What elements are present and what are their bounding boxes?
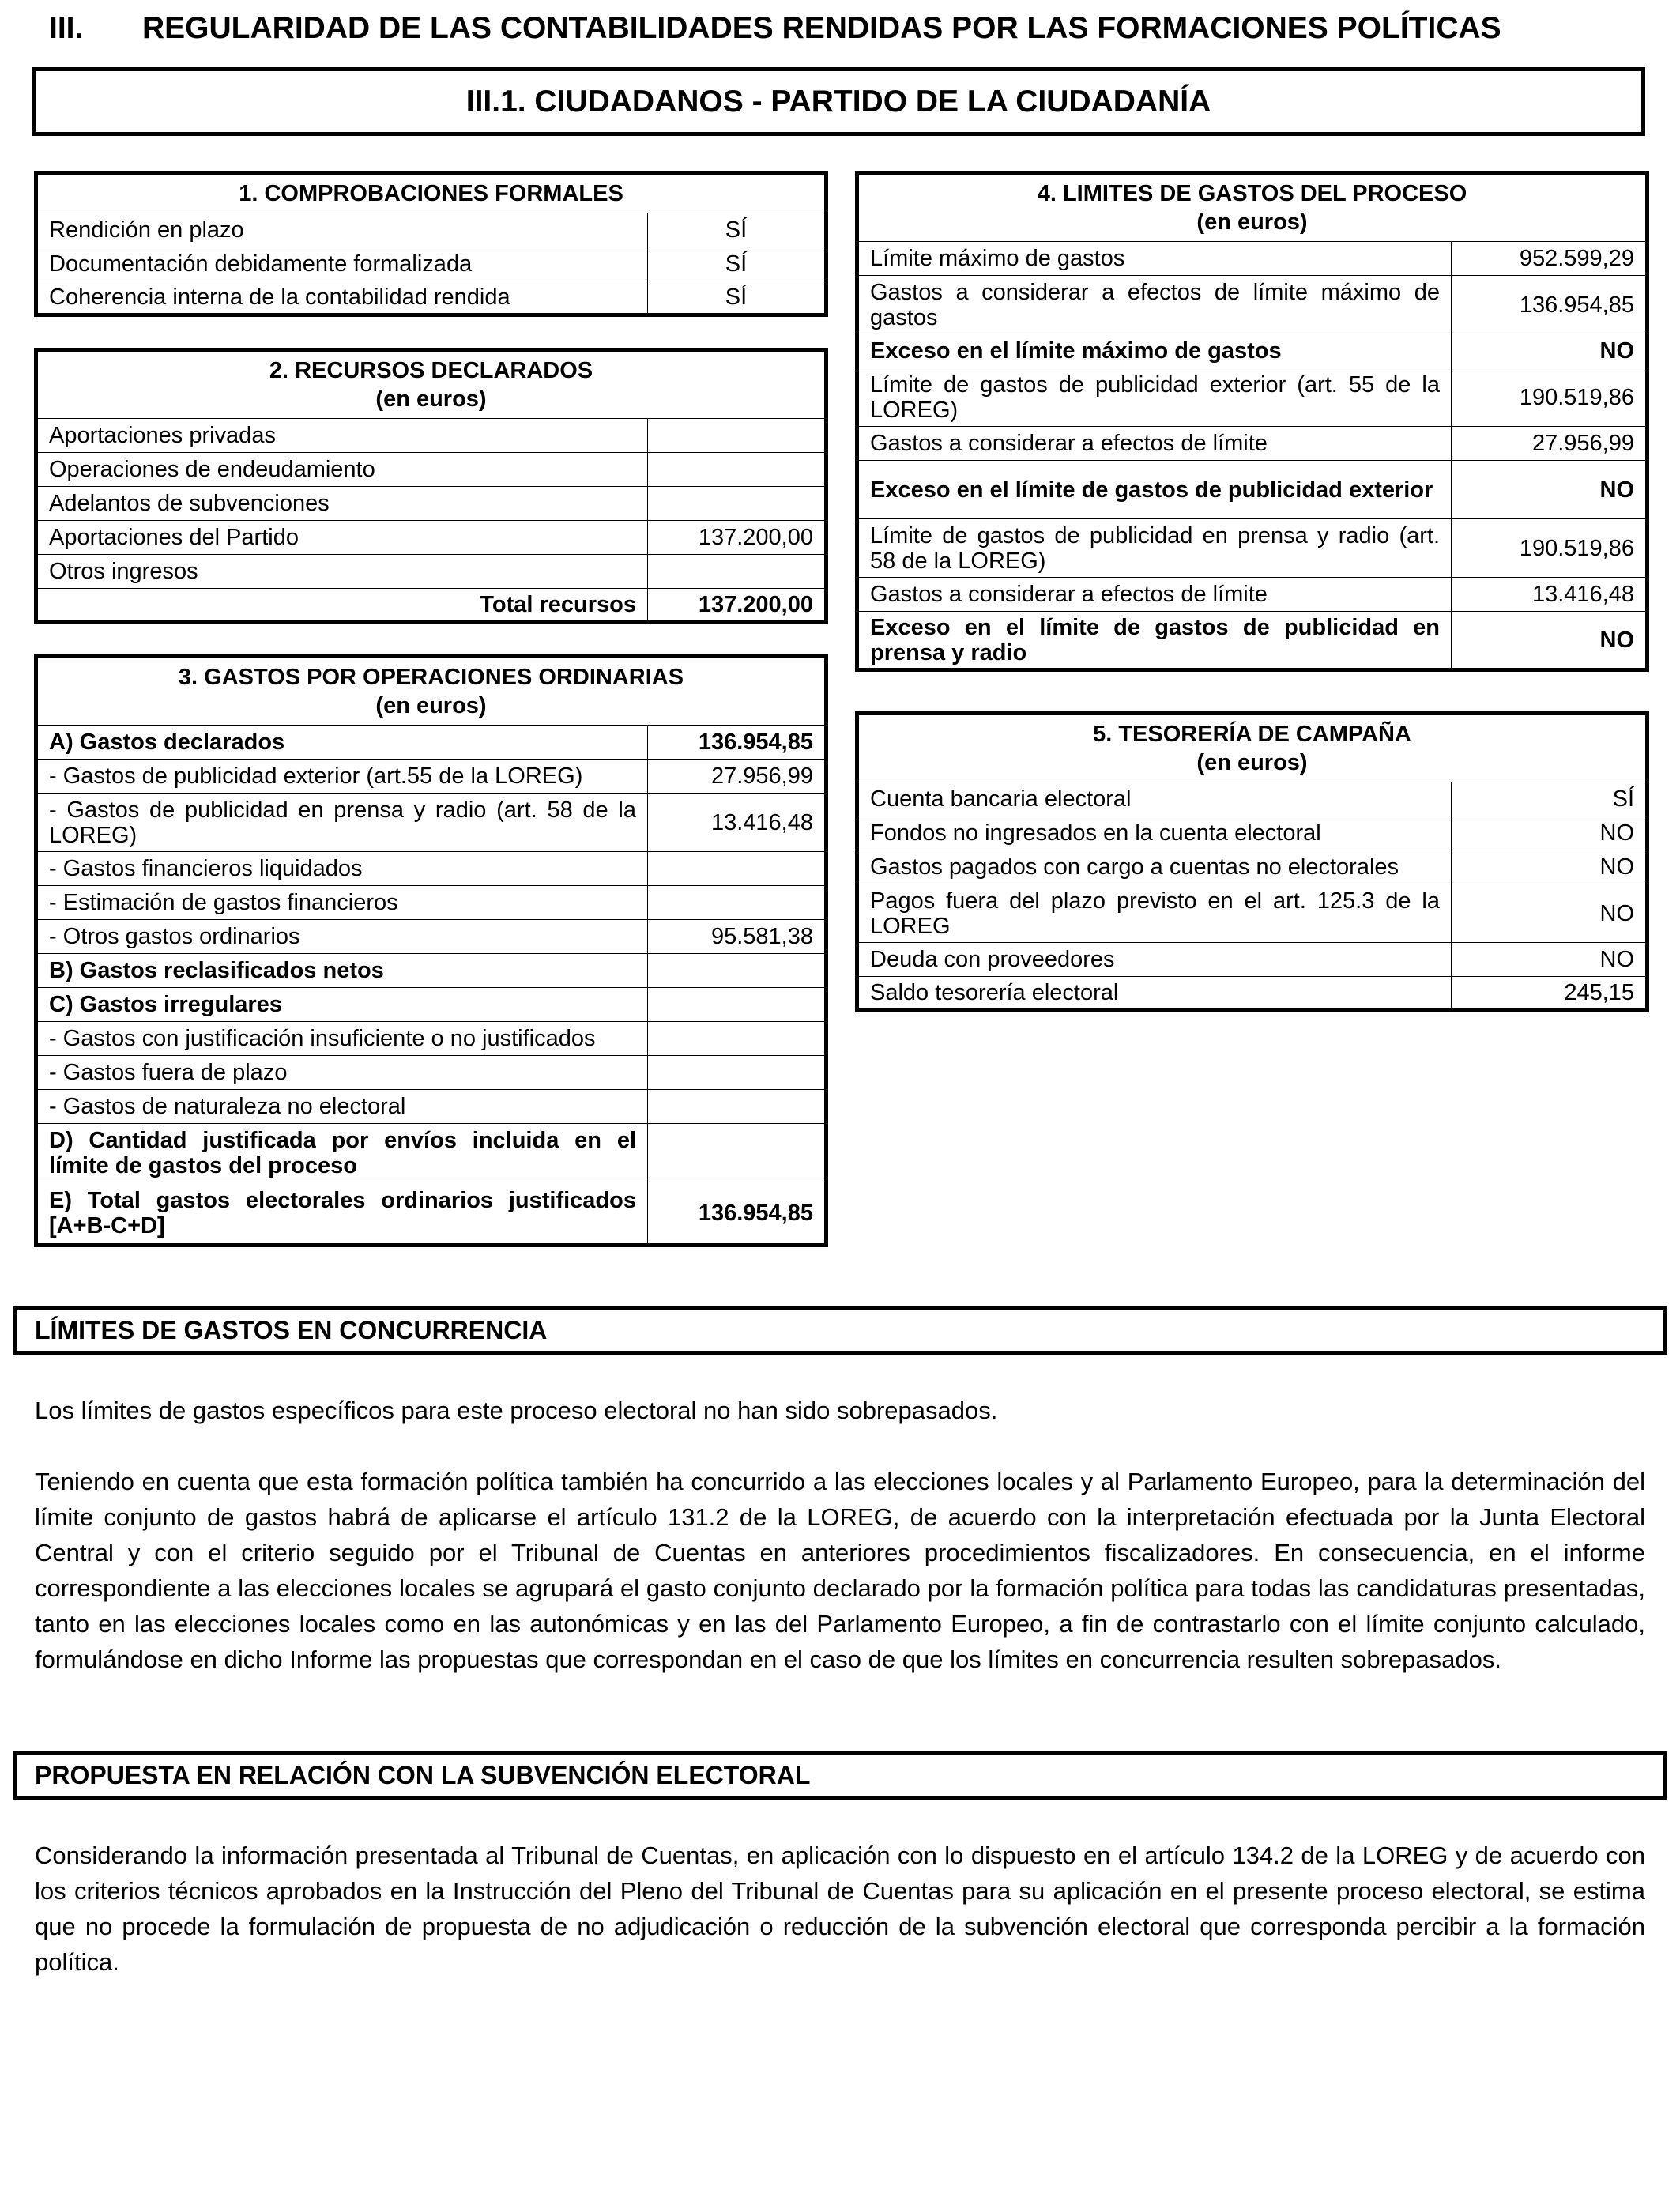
header-number: III.: [49, 11, 84, 45]
table-row: - Gastos de publicidad exterior (art.55 de la LOREG) 27.956,99: [36, 760, 827, 794]
table-row: Adelantos de subvenciones: [36, 487, 827, 521]
header-title: REGULARIDAD DE LAS CONTABILIDADES RENDIDAS POR LAS FORMACIONES POLÍTICAS: [142, 11, 1501, 45]
comprobaciones-table: [34, 171, 828, 317]
gastos-title: 3. GASTOS POR OPERACIONES ORDINARIAS (en euros): [36, 657, 827, 726]
table-row: Operaciones de endeudamiento: [36, 453, 827, 487]
table-row: Rendición en plazo SÍ: [36, 213, 827, 247]
total-row: Total recursos 137.200,00: [36, 589, 827, 623]
table-row: Exceso en el límite de gastos de publicidad en prensa y radio NO: [857, 612, 1648, 670]
gastos-table: [34, 654, 828, 1247]
tesoreria-table: [855, 711, 1649, 1012]
table-row: Pagos fuera del plazo previsto en el art. 125.3 de la LOREG NO: [857, 884, 1648, 943]
page-header: [49, 11, 1501, 46]
concurrencia-heading: LÍMITES DE GASTOS EN CONCURRENCIA: [13, 1306, 1667, 1355]
table-row: Exceso en el límite de gastos de publicidad exterior NO: [857, 461, 1648, 519]
table-row: Deuda con proveedores NO: [857, 943, 1648, 977]
table-row: Límite de gastos de publicidad en prensa y radio (art. 58 de la LOREG) 190.519,86: [857, 519, 1648, 578]
tesoreria-title: 5. TESORERÍA DE CAMPAÑA (en euros): [857, 714, 1648, 782]
table-row: - Gastos financieros liquidados: [36, 852, 827, 886]
table-row: Coherencia interna de la contabilidad rendida SÍ: [36, 281, 827, 315]
table-row: - Estimación de gastos financieros: [36, 886, 827, 920]
concurrencia-paragraph-1: Los límites de gastos específicos para este proceso electoral no han sido sobrepasados.: [35, 1397, 998, 1424]
table-row: Aportaciones del Partido 137.200,00: [36, 521, 827, 555]
table-row: - Otros gastos ordinarios 95.581,38: [36, 920, 827, 954]
table-row: Gastos a considerar a efectos de límite 27.956,99: [857, 427, 1648, 461]
table-row: A) Gastos declarados 136.954,85: [36, 726, 827, 760]
propuesta-paragraph: Considerando la información presentada al Tribunal de Cuentas, en aplicación con lo dispuesto en el artículo 134.2 de la LOREG y de acuerdo con los criterios técnicos aprobados en la Instrucción del Pleno del Tribunal de Cuentas para su aplicación en el presente proceso electoral, se estima que no procede la formulación de propuesta de no adjudicación o reducción de la subvención electoral que corresponda percibir a la formación política.: [35, 1842, 1645, 1976]
table-row: C) Gastos irregulares: [36, 988, 827, 1022]
table-row: Gastos pagados con cargo a cuentas no electorales NO: [857, 850, 1648, 884]
table-row: Gastos a considerar a efectos de límite 13.416,48: [857, 578, 1648, 612]
section-title: III.1. CIUDADANOS - PARTIDO DE LA CIUDADANÍA: [32, 67, 1645, 136]
table-row: Aportaciones privadas: [36, 419, 827, 453]
table-row: - Gastos con justificación insuficiente o no justificados: [36, 1022, 827, 1056]
table-row: Cuenta bancaria electoral SÍ: [857, 782, 1648, 816]
table-row: E) Total gastos electorales ordinarios justificados [A+B-C+D] 136.954,85: [36, 1182, 827, 1246]
concurrencia-paragraph-2: Teniendo en cuenta que esta formación política también ha concurrido a las elecciones locales y al Parlamento Europeo, para la determinación del límite conjunto de gastos habrá de aplicarse el artículo 131.2 de la LOREG, de acuerdo con la interpretación efectuada por la Junta Electoral Central y con el criterio seguido por el Tribunal de Cuentas en anteriores procedimientos fiscalizadores. En consecuencia, en el informe correspondiente a las elecciones locales se agrupará el gasto conjunto declarado por la formación política para todas las candidaturas presentadas, tanto en las elecciones locales como en las autonómicas y en las del Parlamento Europeo, a fin de contrastarlo con el límite conjunto calculado, formulándose en dicho Informe las propuestas que correspondan en el caso de que los límites en concurrencia resulten sobrepasados.: [35, 1468, 1645, 1673]
table-row: Fondos no ingresados en la cuenta electoral NO: [857, 816, 1648, 850]
table-row: Gastos a considerar a efectos de límite máximo de gastos 136.954,85: [857, 276, 1648, 334]
table-row: - Gastos fuera de plazo: [36, 1056, 827, 1090]
comprobaciones-title: 1. COMPROBACIONES FORMALES: [36, 173, 827, 213]
table-row: - Gastos de naturaleza no electoral: [36, 1090, 827, 1124]
propuesta-heading: PROPUESTA EN RELACIÓN CON LA SUBVENCIÓN ELECTORAL: [13, 1751, 1667, 1800]
table-row: Documentación debidamente formalizada SÍ: [36, 247, 827, 281]
table-row: Saldo tesorería electoral 245,15: [857, 977, 1648, 1011]
recursos-table: [34, 348, 828, 624]
table-row: Límite máximo de gastos 952.599,29: [857, 242, 1648, 276]
recursos-title: 2. RECURSOS DECLARADOS (en euros): [36, 350, 827, 419]
table-row: B) Gastos reclasificados netos: [36, 954, 827, 988]
limites-title: 4. LIMITES DE GASTOS DEL PROCESO (en euros): [857, 173, 1648, 242]
limites-table: [855, 171, 1649, 672]
table-row: Exceso en el límite máximo de gastos NO: [857, 334, 1648, 368]
table-row: - Gastos de publicidad en prensa y radio (art. 58 de la LOREG) 13.416,48: [36, 794, 827, 852]
table-row: D) Cantidad justificada por envíos incluida en el límite de gastos del proceso: [36, 1124, 827, 1182]
table-row: Otros ingresos: [36, 555, 827, 589]
table-row: Límite de gastos de publicidad exterior (art. 55 de la LOREG) 190.519,86: [857, 368, 1648, 427]
